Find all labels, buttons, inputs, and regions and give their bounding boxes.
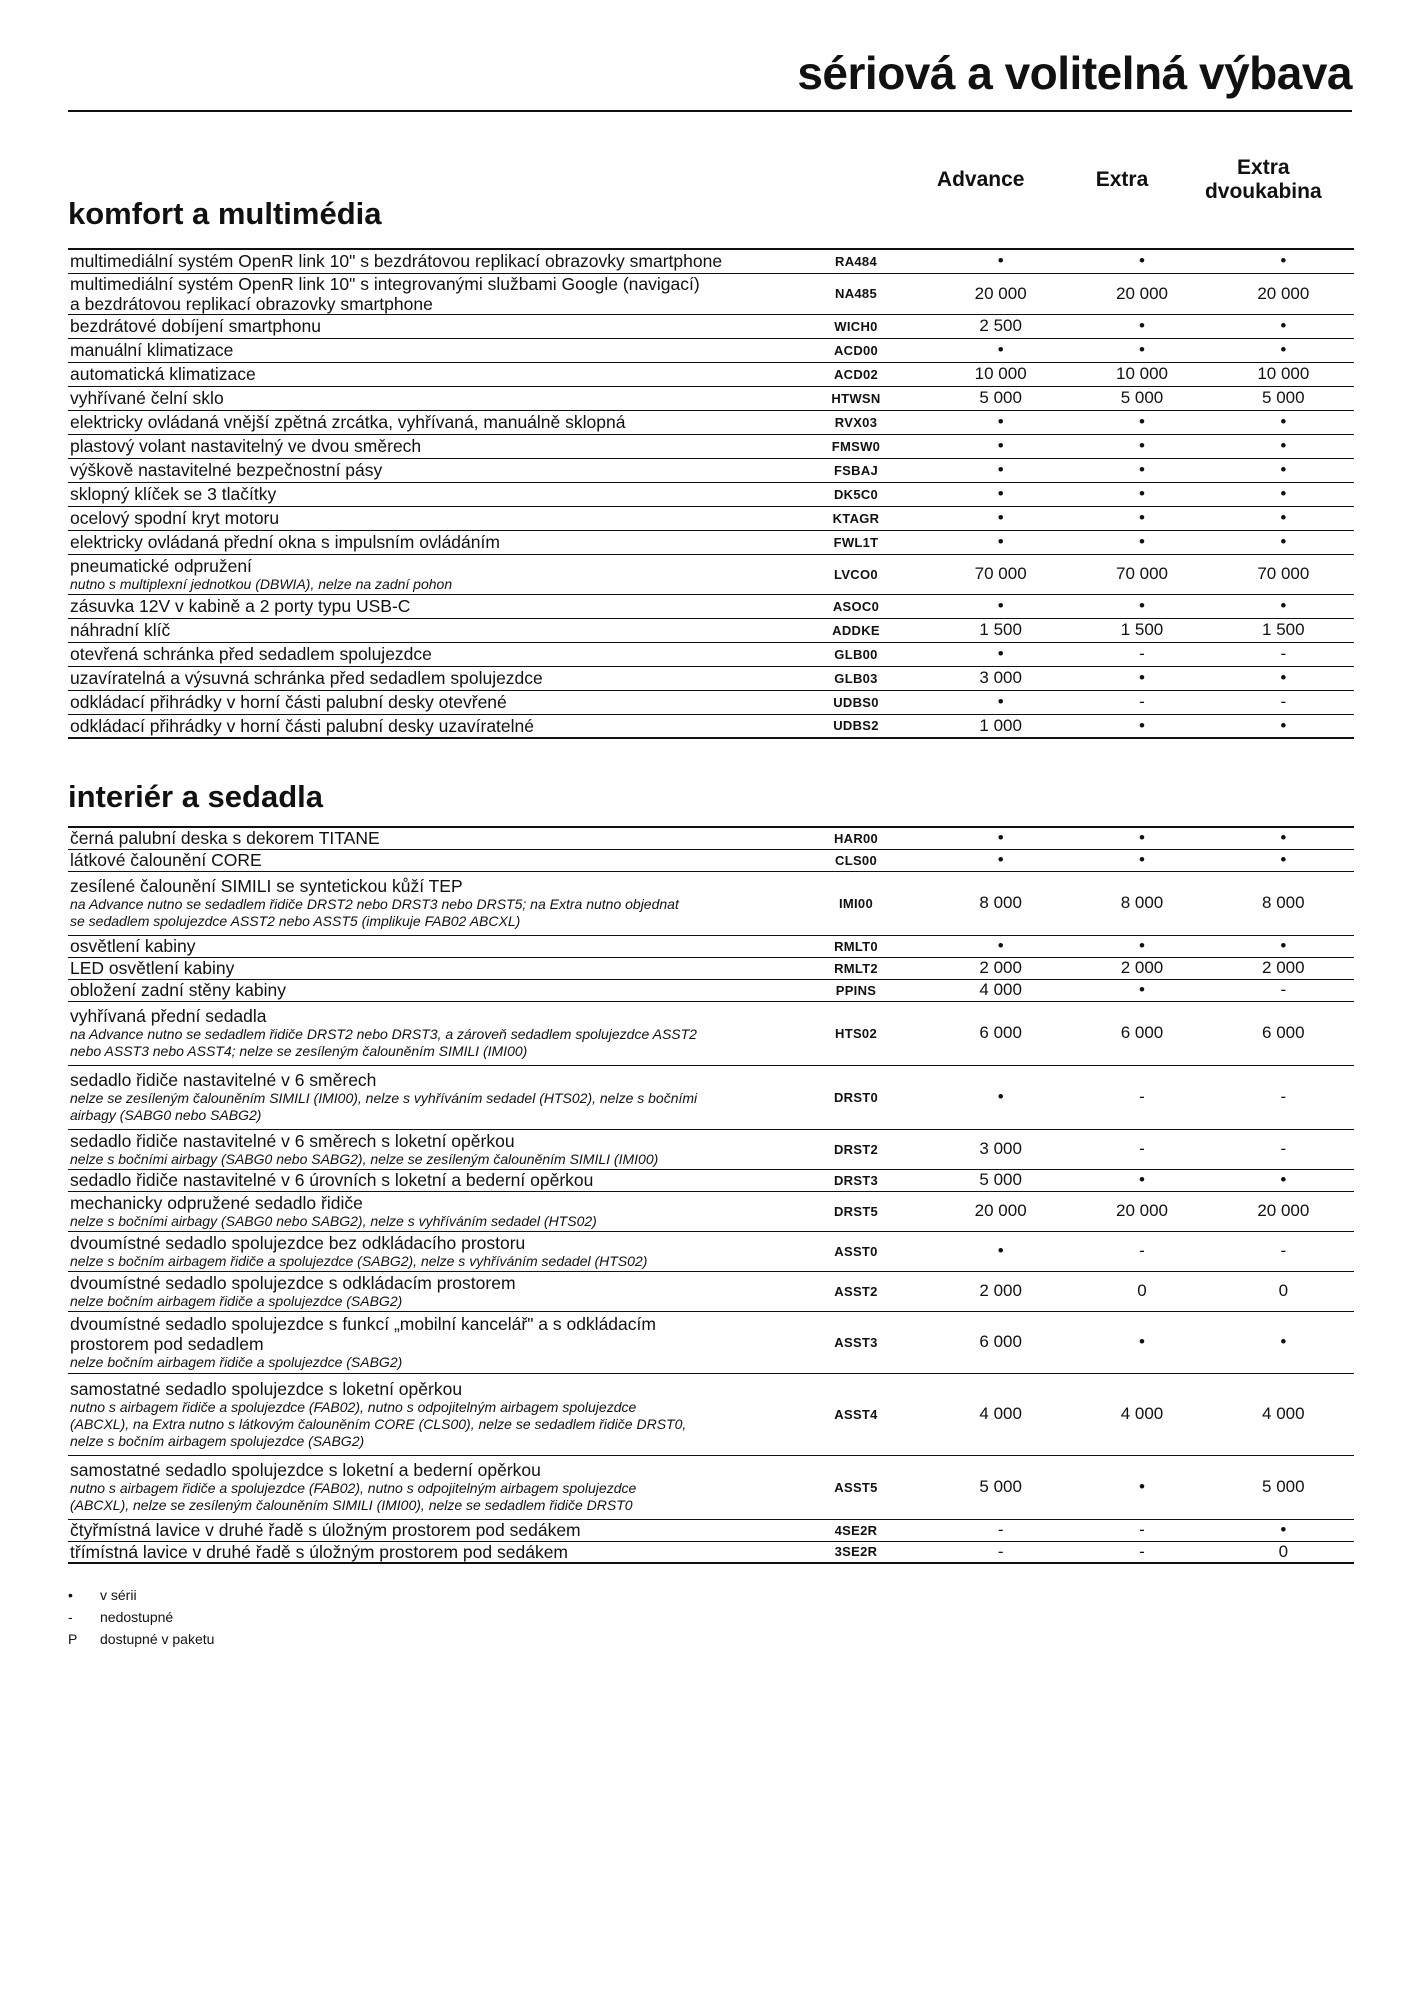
table-row [68, 594, 1354, 618]
item-description [68, 594, 782, 618]
value-extra-dvoukabina: • [1213, 1519, 1354, 1541]
item-label: ocelový spodní kryt motoru [70, 508, 280, 528]
value-extra-dvoukabina: 0 [1213, 1541, 1354, 1563]
item-description [68, 458, 782, 482]
item-label: automatická klimatizace [70, 364, 256, 384]
table-row [68, 530, 1354, 554]
option-code: KTAGR [782, 506, 930, 530]
table-row [68, 338, 1354, 362]
value-advance: • [930, 530, 1071, 554]
value-extra-dvoukabina: 8 000 [1213, 871, 1354, 935]
item-description [68, 386, 782, 410]
option-code: RMLT2 [782, 957, 930, 979]
value-extra: - [1071, 642, 1212, 666]
value-extra-dvoukabina: 20 000 [1213, 1191, 1354, 1231]
item-label: plastový volant nastavitelný ve dvou směrech [70, 436, 422, 456]
item-label: černá palubní deska s dekorem TITANE [70, 828, 380, 849]
value-advance: • [930, 338, 1071, 362]
option-code: IMI00 [782, 871, 930, 935]
value-extra-dvoukabina: • [1213, 935, 1354, 957]
table-row [68, 935, 1354, 957]
value-extra: 0 [1071, 1271, 1212, 1311]
item-label: otevřená schránka před sedadlem spolujezdce [70, 644, 432, 664]
item-description [68, 530, 782, 554]
legend-symbol: • [68, 1587, 73, 1603]
legend-symbol: P [68, 1631, 78, 1647]
table-row [68, 1001, 1354, 1065]
value-extra-dvoukabina: • [1213, 482, 1354, 506]
item-note: nelze s bočními airbagy (SABG0 nebo SABG2), nelze s vyhříváním sedadel (HTS02) [70, 1212, 597, 1229]
option-code: 4SE2R [782, 1519, 930, 1541]
value-extra: • [1071, 434, 1212, 458]
item-note: nelze s bočním airbagem spolujezdce (SABG2) [70, 1432, 365, 1449]
item-label: samostatné sedadlo spolujezdce s loketní a bederní opěrkou [70, 1460, 541, 1480]
value-advance: • [930, 410, 1071, 434]
item-note: na Advance nutno se sedadlem řidiče DRST2 nebo DRST3, a zároveň sedadlem spolujezdce ASST2 [70, 1026, 697, 1042]
option-code: DRST2 [782, 1129, 930, 1169]
value-advance: - [930, 1541, 1071, 1563]
option-code: NA485 [782, 273, 930, 314]
item-description [68, 1169, 782, 1191]
item-description [68, 1231, 782, 1271]
item-label: vyhřívané čelní sklo [70, 388, 224, 408]
option-code: DRST0 [782, 1065, 930, 1129]
table-row [68, 690, 1354, 714]
item-note: airbagy (SABG0 nebo SABG2) [70, 1107, 262, 1123]
value-extra: - [1071, 1129, 1212, 1169]
table-row [68, 849, 1354, 871]
value-extra: • [1071, 827, 1212, 849]
value-extra: • [1071, 530, 1212, 554]
item-label: sklopný klíček se 3 tlačítky [70, 484, 277, 504]
value-advance: • [930, 690, 1071, 714]
item-label: třímístná lavice v druhé řadě s úložným prostorem pod sedákem [70, 1541, 568, 1562]
value-extra-dvoukabina: 0 [1213, 1271, 1354, 1311]
item-note: nelze se zesíleným čalouněním SIMILI (IMI00), nelze s vyhříváním sedadel (HTS02), nelze s bočními [70, 1090, 698, 1106]
value-extra: • [1071, 314, 1212, 338]
table-row [68, 386, 1354, 410]
item-label: mechanicky odpružené sedadlo řidiče [70, 1192, 363, 1213]
option-code: ASST0 [782, 1231, 930, 1271]
value-extra: - [1071, 1065, 1212, 1129]
item-label: multimediální systém OpenR link 10" s bezdrátovou replikací obrazovky smartphone [70, 251, 723, 272]
table-row [68, 642, 1354, 666]
value-advance: • [930, 1231, 1071, 1271]
item-description [68, 618, 782, 642]
value-extra: • [1071, 1169, 1212, 1191]
value-advance: - [930, 1519, 1071, 1541]
value-extra: - [1071, 1519, 1212, 1541]
value-extra: 20 000 [1071, 1191, 1212, 1231]
item-label: multimediální systém OpenR link 10" s integrovanými službami Google (navigací) [70, 273, 700, 294]
table-row [68, 1455, 1354, 1519]
option-code: ASST5 [782, 1455, 930, 1519]
option-code: FWL1T [782, 530, 930, 554]
value-extra: 20 000 [1071, 273, 1212, 314]
legend-item [68, 1628, 214, 1650]
value-extra: - [1071, 690, 1212, 714]
value-extra-dvoukabina: 10 000 [1213, 362, 1354, 386]
item-note: nelze s bočním airbagem řidiče a spolujezdce (SABG2), nelze s vyhříváním sedadel (HTS02) [70, 1252, 648, 1269]
item-label: vyhřívaná přední sedadla [70, 1006, 267, 1026]
value-advance: 3 000 [930, 1129, 1071, 1169]
item-description [68, 827, 782, 849]
equipment-table-interier [68, 826, 1354, 1564]
value-advance: • [930, 849, 1071, 871]
item-label: samostatné sedadlo spolujezdce s loketní opěrkou [70, 1378, 463, 1399]
item-label: odkládací přihrádky v horní části palubní desky otevřené [70, 692, 507, 712]
item-note: nelze bočním airbagem řidiče a spolujezdce (SABG2) [70, 1292, 403, 1309]
value-extra-dvoukabina: • [1213, 1311, 1354, 1373]
item-description [68, 273, 782, 314]
item-description [68, 1373, 782, 1455]
option-code: UDBS0 [782, 690, 930, 714]
table-row [68, 979, 1354, 1001]
value-extra: 70 000 [1071, 554, 1212, 594]
table-row [68, 458, 1354, 482]
column-header-advance: Advance [936, 168, 1025, 191]
value-extra: 8 000 [1071, 871, 1212, 935]
value-extra-dvoukabina: • [1213, 849, 1354, 871]
value-advance: • [930, 1065, 1071, 1129]
option-code: DRST5 [782, 1191, 930, 1231]
value-advance: • [930, 249, 1071, 273]
table-row [68, 482, 1354, 506]
value-advance: • [930, 434, 1071, 458]
option-code: RVX03 [782, 410, 930, 434]
table-row [68, 554, 1354, 594]
option-code: CLS00 [782, 849, 930, 871]
value-extra: • [1071, 849, 1212, 871]
value-extra-dvoukabina: • [1213, 338, 1354, 362]
item-label: výškově nastavitelné bezpečnostní pásy [70, 460, 383, 480]
value-advance: 2 000 [930, 1271, 1071, 1311]
option-code: RMLT0 [782, 935, 930, 957]
option-code: 3SE2R [782, 1541, 930, 1563]
option-code: HTWSN [782, 386, 930, 410]
option-code: HTS02 [782, 1001, 930, 1065]
value-extra: • [1071, 666, 1212, 690]
value-advance: • [930, 458, 1071, 482]
value-extra: • [1071, 594, 1212, 618]
option-code: GLB03 [782, 666, 930, 690]
value-advance: 5 000 [930, 1455, 1071, 1519]
value-extra-dvoukabina: 20 000 [1213, 273, 1354, 314]
value-extra: 2 000 [1071, 957, 1212, 979]
value-extra: • [1071, 338, 1212, 362]
value-extra: • [1071, 1455, 1212, 1519]
item-description [68, 314, 782, 338]
value-advance: 20 000 [930, 1191, 1071, 1231]
value-extra: 6 000 [1071, 1001, 1212, 1065]
table-row [68, 273, 1354, 314]
table-row [68, 1065, 1354, 1129]
value-extra-dvoukabina: • [1213, 410, 1354, 434]
item-description [68, 979, 782, 1001]
legend-item [68, 1606, 214, 1628]
value-extra-dvoukabina: • [1213, 458, 1354, 482]
item-note: nutno s airbagem řidiče a spolujezdce (FAB02), nutno s odpojitelným airbagem spolujezdce [70, 1480, 637, 1496]
item-description [68, 1311, 782, 1373]
item-label: zesílené čalounění SIMILI se syntetickou kůží TEP [70, 876, 463, 896]
item-note: (ABCXL), na Extra nutno s látkovým čalouněním CORE (CLS00), nelze se sedadlem řidiče DRST0, [70, 1415, 687, 1432]
value-extra-dvoukabina: 70 000 [1213, 554, 1354, 594]
table-row [68, 1519, 1354, 1541]
table-row [68, 1191, 1354, 1231]
item-label: náhradní klíč [70, 620, 171, 640]
item-description [68, 434, 782, 458]
value-advance: 5 000 [930, 386, 1071, 410]
item-note: nutno s airbagem řidiče a spolujezdce (FAB02), nutno s odpojitelným airbagem spolujezdce [70, 1398, 637, 1415]
value-extra-dvoukabina: • [1213, 1169, 1354, 1191]
value-advance: 20 000 [930, 273, 1071, 314]
item-label: zásuvka 12V v kabině a 2 porty typu USB-C [70, 596, 411, 616]
value-extra: • [1071, 714, 1212, 738]
item-label: odkládací přihrádky v horní části palubní desky uzavíratelné [70, 715, 535, 736]
table-row [68, 957, 1354, 979]
value-extra: 10 000 [1071, 362, 1212, 386]
value-extra-dvoukabina: • [1213, 714, 1354, 738]
table-row [68, 434, 1354, 458]
value-extra-dvoukabina: - [1213, 979, 1354, 1001]
value-extra-dvoukabina: 5 000 [1213, 1455, 1354, 1519]
item-description [68, 1191, 782, 1231]
item-description [68, 642, 782, 666]
item-description [68, 690, 782, 714]
legend-text: dostupné v paketu [100, 1631, 215, 1647]
table-row [68, 1231, 1354, 1271]
value-extra-dvoukabina: 6 000 [1213, 1001, 1354, 1065]
value-extra: • [1071, 979, 1212, 1001]
value-extra: • [1071, 506, 1212, 530]
item-label: sedadlo řidiče nastavitelné v 6 směrech [70, 1070, 377, 1090]
item-label: bezdrátové dobíjení smartphonu [70, 316, 321, 336]
option-code: ACD02 [782, 362, 930, 386]
column-header-extra-dvoukabina: Extra dvoukabina [1204, 156, 1322, 203]
item-description [68, 935, 782, 957]
value-extra-dvoukabina: • [1213, 530, 1354, 554]
table-row [68, 506, 1354, 530]
table-row [68, 618, 1354, 642]
column-header-extra: Extra [1095, 168, 1149, 191]
item-description [68, 957, 782, 979]
value-extra-dvoukabina: • [1213, 434, 1354, 458]
page-title: sériová a volitelná výbava [797, 47, 1352, 99]
item-label: čtyřmístná lavice v druhé řadě s úložným prostorem pod sedákem [70, 1520, 581, 1540]
item-description [68, 1065, 782, 1129]
table-row [68, 714, 1354, 738]
item-label: obložení zadní stěny kabiny [70, 980, 286, 1000]
table-row [68, 1271, 1354, 1311]
value-extra: 1 500 [1071, 618, 1212, 642]
option-code: WICH0 [782, 314, 930, 338]
option-code: FSBAJ [782, 458, 930, 482]
table-row [68, 666, 1354, 690]
value-advance: 1 000 [930, 714, 1071, 738]
value-advance: • [930, 482, 1071, 506]
value-extra-dvoukabina: 4 000 [1213, 1373, 1354, 1455]
value-extra: • [1071, 482, 1212, 506]
value-advance: 2 500 [930, 314, 1071, 338]
value-extra-dvoukabina: • [1213, 249, 1354, 273]
item-label: a bezdrátovou replikací obrazovky smartphone [70, 293, 433, 314]
value-extra: - [1071, 1231, 1212, 1271]
item-label: osvětlení kabiny [70, 936, 196, 956]
option-code: ASST2 [782, 1271, 930, 1311]
value-extra-dvoukabina: - [1213, 690, 1354, 714]
item-note: (ABCXL), nelze se zesíleným čalouněním SIMILI (IMI00), nelze se sedadlem řidiče DRST0 [70, 1497, 633, 1513]
option-code: DK5C0 [782, 482, 930, 506]
option-code: HAR00 [782, 827, 930, 849]
item-description [68, 1455, 782, 1519]
item-description [68, 554, 782, 594]
value-extra: • [1071, 410, 1212, 434]
item-description [68, 714, 782, 738]
value-advance: 4 000 [930, 979, 1071, 1001]
value-advance: 4 000 [930, 1373, 1071, 1455]
item-description [68, 410, 782, 434]
table-row [68, 1169, 1354, 1191]
value-advance: 70 000 [930, 554, 1071, 594]
option-code: DRST3 [782, 1169, 930, 1191]
value-advance: 2 000 [930, 957, 1071, 979]
value-advance: • [930, 935, 1071, 957]
option-code: PPINS [782, 979, 930, 1001]
item-label: uzavíratelná a výsuvná schránka před sedadlem spolujezdce [70, 668, 543, 688]
value-extra: 4 000 [1071, 1373, 1212, 1455]
value-extra: - [1071, 1541, 1212, 1563]
option-code: LVCO0 [782, 554, 930, 594]
value-extra: • [1071, 458, 1212, 482]
item-label: prostorem pod sedadlem [70, 1333, 264, 1354]
equipment-table-komfort [68, 248, 1354, 739]
section-title-komfort: komfort a multimédia [68, 196, 382, 231]
value-extra: • [1071, 249, 1212, 273]
value-advance: 10 000 [930, 362, 1071, 386]
value-advance: 6 000 [930, 1311, 1071, 1373]
value-extra-dvoukabina: • [1213, 506, 1354, 530]
item-label: LED osvětlení kabiny [70, 958, 235, 978]
value-extra-dvoukabina: • [1213, 666, 1354, 690]
item-note: se sedadlem spolujezdce ASST2 nebo ASST5 (implikuje FAB02 ABCXL) [70, 913, 521, 929]
value-advance: 6 000 [930, 1001, 1071, 1065]
option-code: ADDKE [782, 618, 930, 642]
value-extra-dvoukabina: - [1213, 1065, 1354, 1129]
item-note: nelze s bočními airbagy (SABG0 nebo SABG2), nelze se zesíleným čalouněním SIMILI (IMI00) [70, 1150, 659, 1167]
value-extra-dvoukabina: 1 500 [1213, 618, 1354, 642]
value-advance: • [930, 827, 1071, 849]
item-description [68, 666, 782, 690]
item-label: dvoumístné sedadlo spolujezdce s odkládacím prostorem [70, 1272, 516, 1293]
item-description [68, 1001, 782, 1065]
item-label: pneumatické odpružení [70, 555, 252, 576]
value-advance: • [930, 642, 1071, 666]
table-row [68, 827, 1354, 849]
option-code: GLB00 [782, 642, 930, 666]
item-description [68, 506, 782, 530]
value-extra-dvoukabina: • [1213, 827, 1354, 849]
option-code: FMSW0 [782, 434, 930, 458]
value-advance: 1 500 [930, 618, 1071, 642]
item-description [68, 1519, 782, 1541]
legend-item [68, 1584, 214, 1606]
value-extra-dvoukabina: • [1213, 314, 1354, 338]
value-advance: 5 000 [930, 1169, 1071, 1191]
item-description [68, 338, 782, 362]
option-code: ASOC0 [782, 594, 930, 618]
legend [68, 1584, 214, 1650]
item-label: látkové čalounění CORE [70, 850, 262, 870]
option-code: ASST4 [782, 1373, 930, 1455]
option-code: RA484 [782, 249, 930, 273]
value-extra-dvoukabina: 5 000 [1213, 386, 1354, 410]
item-description [68, 1129, 782, 1169]
item-description [68, 849, 782, 871]
option-code: ASST3 [782, 1311, 930, 1373]
item-description [68, 362, 782, 386]
item-label: sedadlo řidiče nastavitelné v 6 úrovních s loketní a bederní opěrkou [70, 1170, 594, 1190]
item-description [68, 482, 782, 506]
legend-text: v sérii [100, 1587, 137, 1603]
section-title-interier: interiér a sedadla [68, 779, 324, 814]
value-extra-dvoukabina: - [1213, 1129, 1354, 1169]
item-note: nelze bočním airbagem řidiče a spolujezdce (SABG2) [70, 1353, 403, 1370]
value-extra-dvoukabina: - [1213, 1231, 1354, 1271]
table-row [68, 410, 1354, 434]
item-label: sedadlo řidiče nastavitelné v 6 směrech s loketní opěrkou [70, 1130, 515, 1151]
item-label: elektricky ovládaná přední okna s impulsním ovládáním [70, 532, 500, 552]
item-description [68, 1271, 782, 1311]
item-note: na Advance nutno se sedadlem řidiče DRST2 nebo DRST3 nebo DRST5; na Extra nutno objednat [70, 896, 679, 912]
item-description [68, 249, 782, 273]
title-divider [68, 110, 1352, 112]
table-row [68, 249, 1354, 273]
option-code: ACD00 [782, 338, 930, 362]
value-extra-dvoukabina: - [1213, 642, 1354, 666]
item-label: elektricky ovládaná vnější zpětná zrcátka, vyhřívaná, manuálně sklopná [70, 412, 626, 432]
item-label: dvoumístné sedadlo spolujezdce bez odkládacího prostoru [70, 1232, 526, 1253]
item-description [68, 1541, 782, 1563]
value-extra: • [1071, 935, 1212, 957]
value-extra-dvoukabina: 2 000 [1213, 957, 1354, 979]
item-note: nebo ASST3 nebo ASST4; nelze se zesíleným čalouněním SIMILI (IMI00) [70, 1043, 528, 1059]
table-row [68, 314, 1354, 338]
value-advance: 3 000 [930, 666, 1071, 690]
column-headers [910, 150, 1352, 210]
table-row [68, 1373, 1354, 1455]
item-note: nutno s multiplexní jednotkou (DBWIA), nelze na zadní pohon [70, 575, 453, 592]
legend-text: nedostupné [100, 1609, 174, 1625]
option-code: UDBS2 [782, 714, 930, 738]
legend-symbol: - [68, 1609, 73, 1625]
table-row [68, 1311, 1354, 1373]
table-row [68, 1129, 1354, 1169]
table-row [68, 871, 1354, 935]
table-row [68, 1541, 1354, 1563]
value-advance: • [930, 506, 1071, 530]
item-label: manuální klimatizace [70, 340, 234, 360]
value-extra-dvoukabina: • [1213, 594, 1354, 618]
value-extra: • [1071, 1311, 1212, 1373]
value-extra: 5 000 [1071, 386, 1212, 410]
value-advance: • [930, 594, 1071, 618]
item-description [68, 871, 782, 935]
table-row [68, 362, 1354, 386]
value-advance: 8 000 [930, 871, 1071, 935]
item-label: dvoumístné sedadlo spolujezdce s funkcí „mobilní kancelář" a s odkládacím [70, 1313, 656, 1334]
